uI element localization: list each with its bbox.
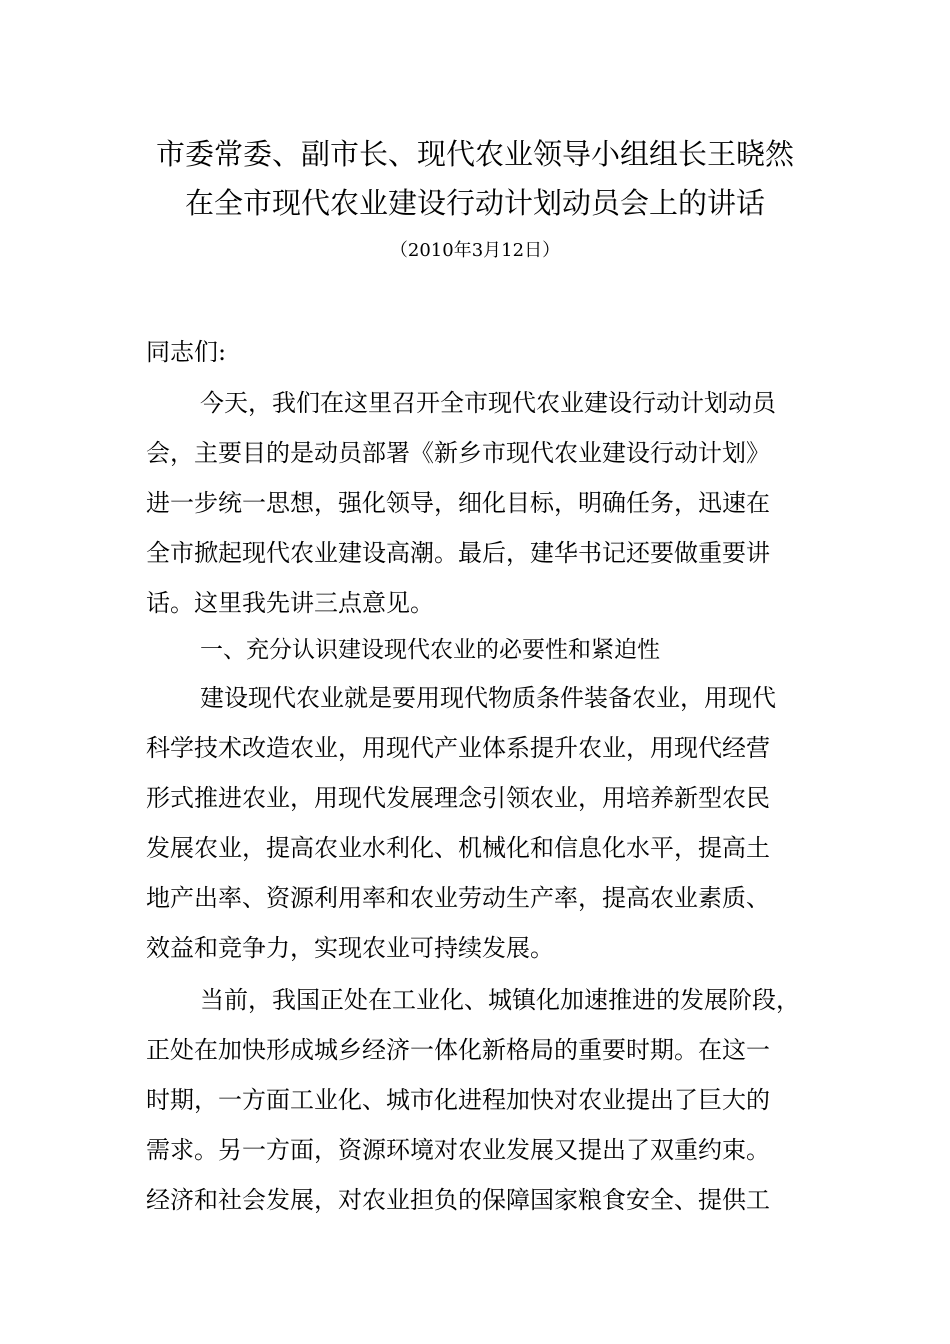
paragraph-2-line: 建设现代农业就是要用现代物质条件装备农业，用现代 — [200, 684, 776, 712]
paragraph-3-line: 需求。另一方面，资源环境对农业发展又提出了双重约束。 — [146, 1136, 770, 1164]
paragraph-1-line: 进一步统一思想，强化领导，细化目标，明确任务，迅速在 — [146, 489, 770, 517]
paragraph-1-line: 全市掀起现代农业建设高潮。最后，建华书记还要做重要讲 — [146, 539, 770, 567]
section-heading: 一、充分认识建设现代农业的必要性和紧迫性 — [200, 637, 660, 663]
document-title-line-1: 市委常委、副市长、现代农业领导小组组长王晓然 — [155, 137, 794, 171]
document-title-line-2: 在全市现代农业建设行动计划动员会上的讲话 — [184, 186, 765, 220]
paragraph-3-line: 时期，一方面工业化、城市化进程加快对农业提出了巨大的 — [146, 1086, 770, 1114]
speech-date: （2010年3月12日） — [389, 240, 561, 261]
paragraph-3-line: 正处在加快形成城乡经济一体化新格局的重要时期。在这一 — [146, 1036, 770, 1064]
paragraph-2-line: 科学技术改造农业，用现代产业体系提升农业，用现代经营 — [146, 734, 770, 762]
paragraph-1-line: 今天，我们在这里召开全市现代农业建设行动计划动员 — [200, 389, 776, 417]
paragraph-2-line: 地产出率、资源利用率和农业劳动生产率，提高农业素质、 — [146, 884, 770, 912]
paragraph-1-line: 话。这里我先讲三点意见。 — [146, 589, 434, 617]
paragraph-2-line: 形式推进农业，用现代发展理念引领农业，用培养新型农民 — [146, 784, 770, 812]
salutation: 同志们: — [146, 338, 227, 366]
paragraph-3-line: 当前，我国正处在工业化、城镇化加速推进的发展阶段， — [200, 986, 800, 1014]
paragraph-2-line: 发展农业，提高农业水利化、机械化和信息化水平，提高土 — [146, 834, 770, 862]
paragraph-1-line: 会，主要目的是动员部署《新乡市现代农业建设行动计划》 — [146, 439, 770, 467]
paragraph-3-line: 经济和社会发展，对农业担负的保障国家粮食安全、提供工 — [146, 1186, 770, 1214]
paragraph-2-line: 效益和竞争力，实现农业可持续发展。 — [146, 934, 554, 962]
